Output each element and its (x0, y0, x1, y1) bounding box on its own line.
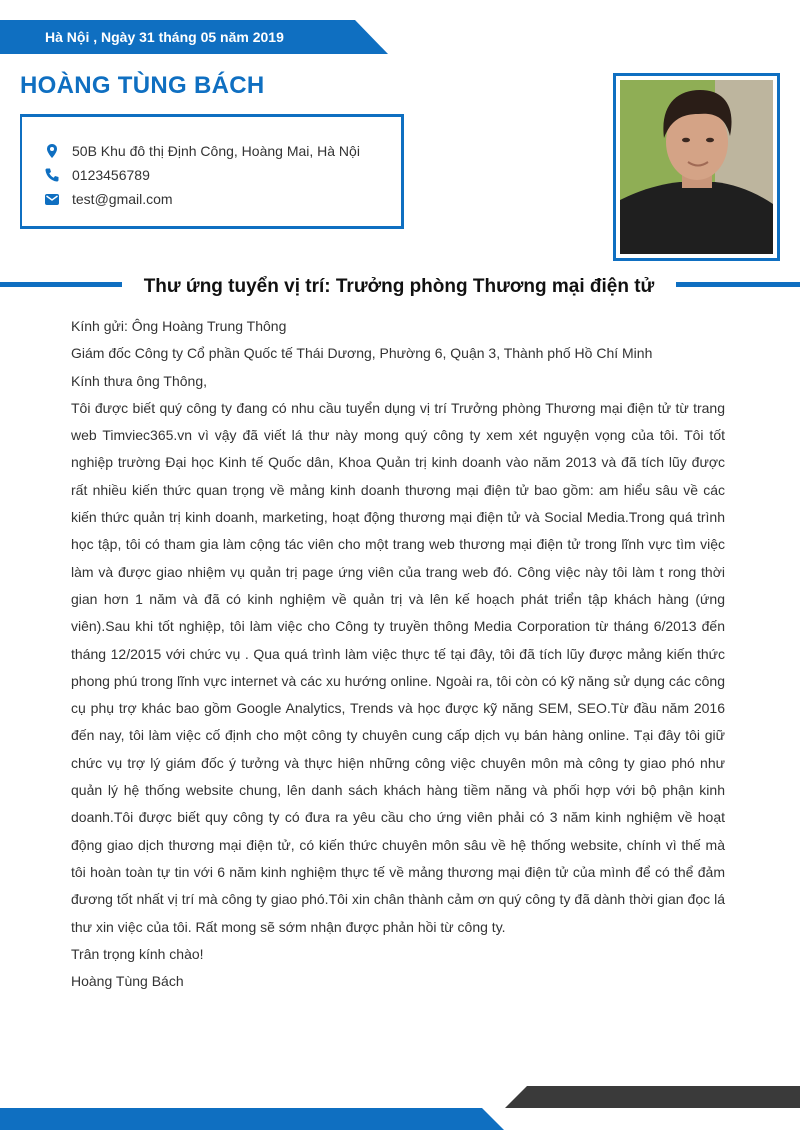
footer-gray-band (505, 1086, 800, 1108)
contact-email-row (44, 189, 173, 209)
candidate-name: HOÀNG TÙNG BÁCH (20, 72, 265, 99)
profile-photo (620, 80, 773, 254)
letter-paragraph: Tôi được biết quý công ty đang có nhu cầu tuyển dụng vị trí Trưởng phòng Thương mại điện tử từ trang web Timviec365.vn vì vậy đã viết lá thư này mong quý công ty xem xét nguyện vọng của tôi. Tôi tốt nghiệp trường Đại học Kinh tế Quốc dân, Khoa Quản trị kinh doanh vào năm 2013 và đã tích lũy được rất nhiều kiến thức quan trọng về mảng kinh doanh thương mại điện tử bao gồm: am hiểu sâu về các kiến thức quản trị kinh doanh, marketing, hoạt động thương mại điện tử và Social Media.Trong quá trình học tập, tôi có tham gia làm cộng tác viên cho một trang web thương mại điện tử trong lĩnh vực tìm việc làm và được giao nhiệm vụ quản trị page ứng viên của trang web đó. Công việc này tôi làm t rong thời gian hơn 1 năm và đã có kinh nghiệm về quản trị và lên kế hoạch phát triển tập khách hàng (ứng viên).Sau khi tốt nghiệp, tôi làm việc cho Công ty truyền thông Media Corporation từ tháng 6/2013 đến tháng 12/2015 với chức vụ . Qua quá trình làm việc thực tế tại đây, tôi đã tích lũy được mảng kiến thức phong phú trong lĩnh vực internet và các xu hướng online. Ngoài ra, tôi còn có kỹ năng sử dụng các công cụ phụ trợ khác bao gồm Google Analytics, Trends và học được kỹ năng SEM, SEO.Từ đầu năm 2016 đến nay, tôi làm việc cố định cho một công ty chuyên cung cấp dịch vụ bán hàng online. Tại đây tôi giữ chức vụ trợ lý giám đốc ý tưởng và thực hiện những công việc chuyên môn mà công ty giao phó như quản lý hệ thống website chung, lên danh sách khách hàng tiềm năng và phối hợp với bộ phận kinh doanh.Tôi được biết quy công ty có đưa ra yêu cầu cho ứng viên phải có 3 năm kinh nghiệm về hoạt động giao dịch thương mại điện tử, có kiến thức chuyên môn sâu về hệ thống website, chính vì thế mà tôi hoàn toàn tự tin với 6 năm kinh nghiệm thực tế về mảng thương mại điện tử của mình để có thể đảm đương tốt nhất vị trí mà công ty giao phó.Tôi xin chân thành cảm ơn quý công ty đã dành thời gian đọc lá thư xin việc của tôi. Rất mong sẽ sớm nhận được phản hồi từ công ty. (71, 399, 725, 935)
contact-phone-row (44, 165, 150, 185)
person-portrait-icon (620, 80, 773, 254)
letter-salutation: Kính thưa ông Thông, (71, 372, 207, 389)
contact-address-row (44, 141, 360, 161)
letter-signature: Hoàng Tùng Bách (71, 973, 184, 990)
letter-body (71, 313, 725, 995)
envelope-icon (44, 191, 60, 207)
heading-bar-left (0, 282, 122, 287)
map-pin-icon (44, 143, 60, 159)
letter-title: Thư ứng tuyển vị trí: Trưởng phòng Thương mại điện tử (143, 276, 655, 297)
letter-recipient-position: Giám đốc Công ty Cổ phần Quốc tế Thái Dương, Phường 6, Quận 3, Thành phố Hồ Chí Minh (71, 345, 653, 362)
contact-email: test@gmail.com (72, 191, 173, 207)
contact-address: 50B Khu đô thị Định Công, Hoàng Mai, Hà Nội (72, 143, 360, 159)
contact-phone: 0123456789 (72, 167, 150, 183)
date-text: Hà Nội , Ngày 31 tháng 05 năm 2019 (45, 29, 284, 45)
heading-bar-right (676, 282, 800, 287)
footer-blue-band (0, 1108, 504, 1130)
phone-icon (44, 167, 60, 183)
contact-box (20, 114, 404, 229)
letter-closing: Trân trọng kính chào! (71, 945, 204, 962)
letter-recipient: Kính gửi: Ông Hoàng Trung Thông (71, 318, 287, 334)
profile-photo-frame (613, 73, 780, 261)
